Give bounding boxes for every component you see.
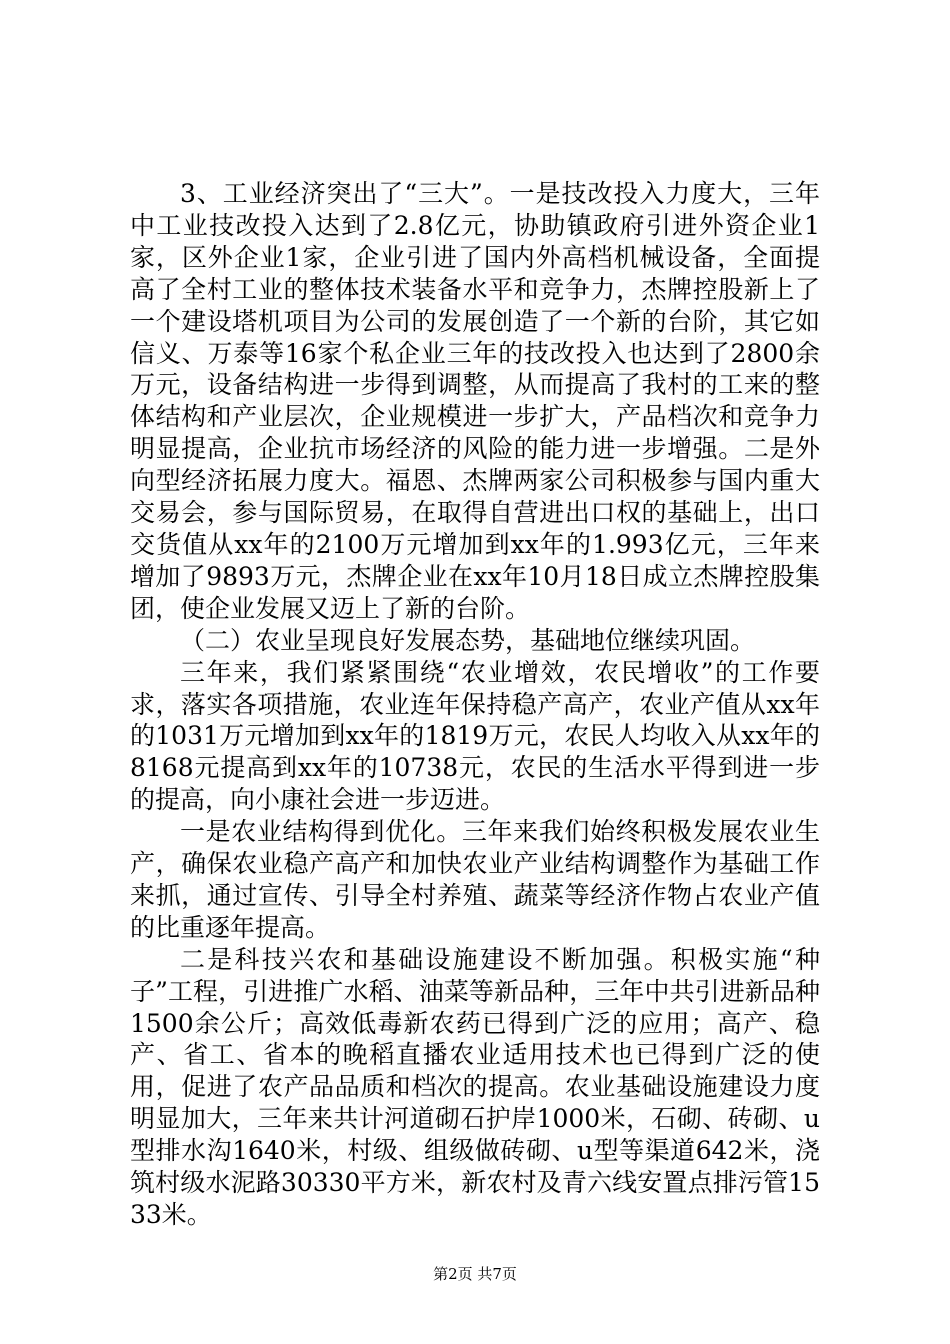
paragraph-agriculture-technology: 二是科技兴农和基础设施建设不断加强。积极实施“种子”工程，引进推广水稻、油菜等新品种，三年中共引进新品种1500余公斤；高效低毒新农药已得到广泛的应用；高产、稳产、省工、省本的晚稻直播农业适用技术也已得到广泛的使用，促进了农产品品质和档次的提高。农业基础设施建设力度明显加大，三年来共计河道砌石护岸1000米，石砌、砖砌、u型排水沟1640米，村级、组级做砖砌、u型等渠道642米，浇筑村级水泥路30330平方米，新农村及青六线安置点排污管1533米。 <box>130 944 820 1229</box>
document-body <box>130 178 820 1231</box>
paragraph-agriculture-structure: 一是农业结构得到优化。三年来我们始终积极发展农业生产，确保农业稳产高产和加快农业产业结构调整作为基础工作来抓，通过宣传、引导全村养殖、蔬菜等经济作物占农业产值的比重逐年提高。 <box>130 817 820 942</box>
paragraph-agriculture-overview: 三年来，我们紧紧围绕“农业增效，农民增收”的工作要求，落实各项措施，农业连年保持稳产高产，农业产值从xx年的1031万元增加到xx年的1819万元，农民人均收入从xx年的8168元提高到xx年的10738元，农民的生活水平得到进一步的提高，向小康社会进一步迈进。 <box>130 657 820 815</box>
section-heading-agriculture: （二）农业呈现良好发展态势，基础地位继续巩固。 <box>180 625 756 655</box>
paragraph-industrial-economy: 3、工业经济突出了“三大”。一是技改投入力度大，三年中工业技改投入达到了2.8亿元，协助镇政府引进外资企业1家，区外企业1家，企业引进了国内外高档机械设备，全面提高了全村工业的整体技术装备水平和竞争力，杰牌控股新上了一个建设塔机项目为公司的发展创造了一个新的台阶，其它如信义、万泰等16家个私企业三年的技改投入也达到了2800余万元，设备结构进一步得到调整，从而提高了我村的工来的整体结构和产业层次，企业规模进一步扩大，产品档次和竞争力明显提高，企业抗市场经济的风险的能力进一步增强。二是外向型经济拓展力度大。福恩、杰牌两家公司积极参与国内重大交易会，参与国际贸易，在取得自营进出口权的基础上，出口交货值从xx年的2100万元增加到xx年的1.993亿元，三年来增加了9893万元，杰牌企业在xx年10月18日成立杰牌控股集团，使企业发展又迈上了新的台阶。 <box>130 179 820 623</box>
page-footer: 第2页 共7页 <box>433 1265 517 1283</box>
